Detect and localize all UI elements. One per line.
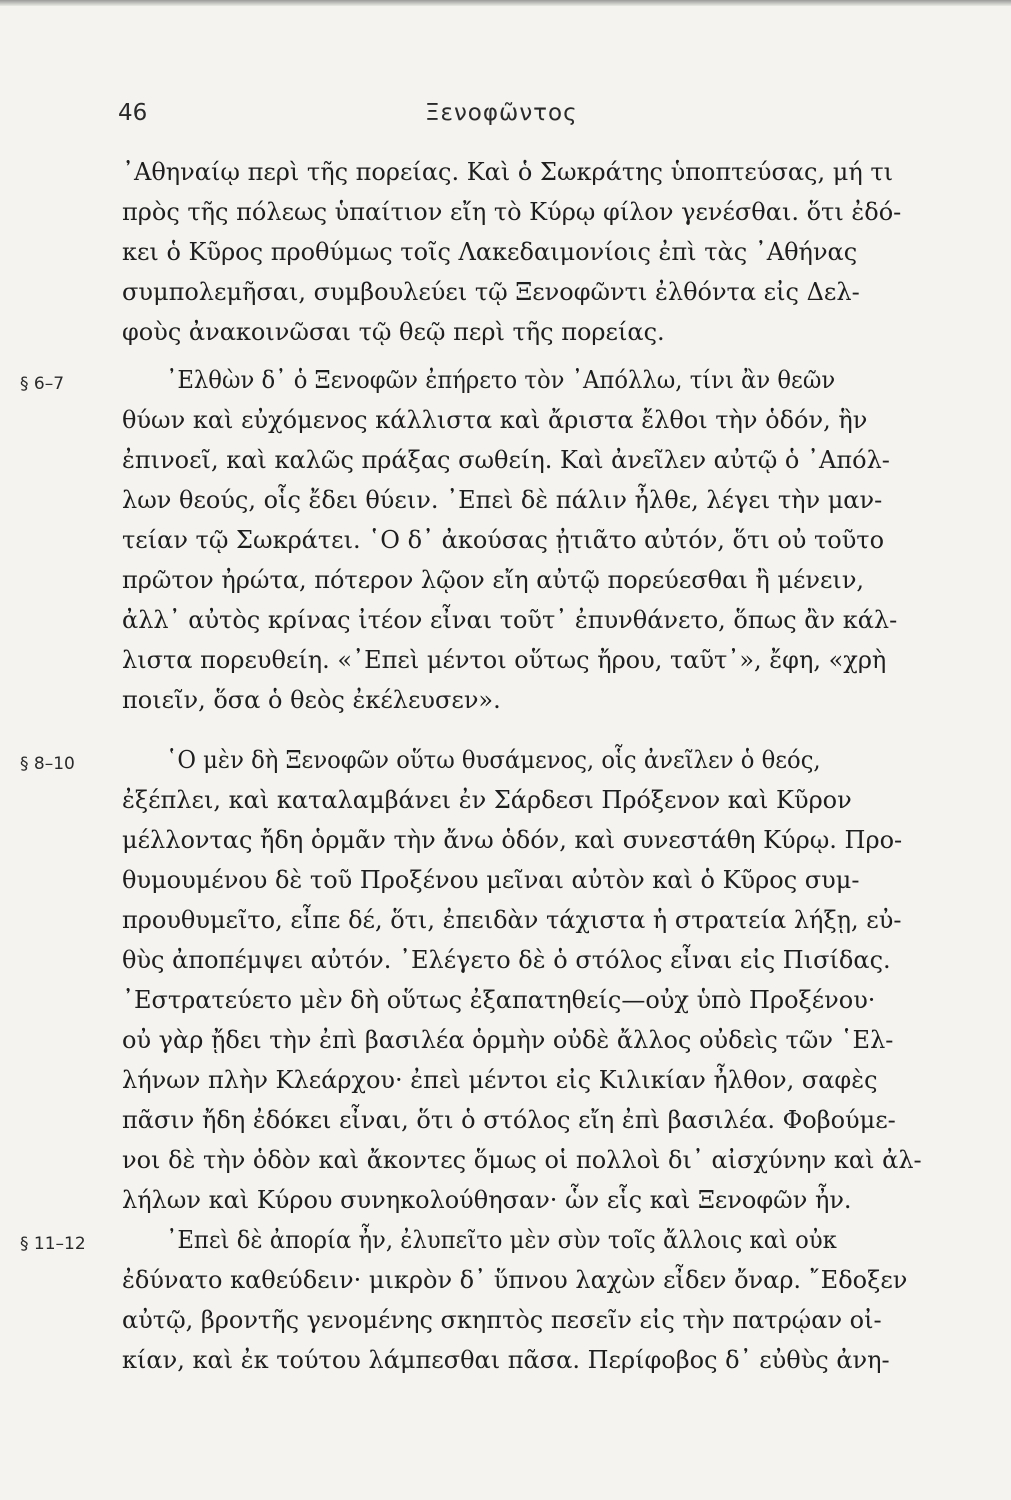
text-line: πρῶτον ἠρώτα, πότερον λῷον εἴη αὐτῷ πορεύεσθαι ἢ μένειν, [122,566,865,594]
text-line: οὐ γὰρ ᾔδει τὴν ἐπὶ βασιλέα ὁρμὴν οὐδὲ ἄλλος οὐδεὶς τῶν ῾Ελ- [122,1026,894,1054]
text-line: ἐξέπλει, καὶ καταλαμβάνει ἐν Σάρδεσι Πρόξενον καὶ Κῦρον [122,786,852,814]
page-number: 46 [118,100,148,126]
text-line: ἐδύνατο καθεύδειν· μικρὸν δ᾿ ὕπνου λαχὼν εἶδεν ὄναρ. ῎Εδοξεν [122,1266,908,1294]
text-line: πᾶσιν ἤδη ἐδόκει εἶναι, ὅτι ὁ στόλος εἴη ἐπὶ βασιλέα. Φοβούμε- [122,1106,896,1134]
text-line: τείαν τῷ Σωκράτει. ῾Ο δ᾿ ἀκούσας ᾐτιᾶτο αὐτόν, ὅτι οὐ τοῦτο [122,526,885,554]
text-line: προυθυμεῖτο, εἶπε δέ, ὅτι, ἐπειδὰν τάχιστα ἡ στρατεία λήξῃ, εὐ- [122,906,902,934]
margin-note: § 6–7 [20,374,65,394]
text-line: αὐτῷ, βροντῆς γενομένης σκηπτὸς πεσεῖν εἰς τὴν πατρῴαν οἰ- [122,1306,882,1334]
text-line: λήλων καὶ Κύρου συνηκολούθησαν· ὧν εἷς καὶ Ξενοφῶν ἦν. [122,1186,852,1214]
margin-note: § 11–12 [20,1234,86,1254]
text-line: κει ὁ Κῦρος προθύμως τοῖς Λακεδαιμονίοις ἐπὶ τὰς ᾿Αθήνας [122,238,858,266]
text-line: πρὸς τῆς πόλεως ὑπαίτιον εἴη τὸ Κύρῳ φίλον γενέσθαι. ὅτι ἐδό- [122,198,902,226]
text-line: ῾Ο μὲν δὴ Ξενοφῶν οὕτω θυσάμενος, οἷς ἀνεῖλεν ὁ θεός, [166,746,821,774]
text-line: ᾿Αθηναίῳ περὶ τῆς πορείας. Καὶ ὁ Σωκράτης ὑποπτεύσας, μή τι [122,158,894,186]
page-header [0,100,1011,140]
text-line: θυμουμένου δὲ τοῦ Προξένου μεῖναι αὐτὸν καὶ ὁ Κῦρος συμ- [122,866,860,894]
running-head: Ξενοφῶντος [425,100,578,126]
page-top-edge [0,0,1011,6]
text-line: λιστα πορευθείη. «᾿Επεὶ μέντοι οὕτως ἤρου, ταῦτ᾿», ἔφη, «χρὴ [122,646,887,674]
text-line: ἀλλ᾿ αὐτὸς κρίνας ἰτέον εἶναι τοῦτ᾿ ἐπυνθάνετο, ὅπως ἂν κάλ- [122,606,898,634]
margin-note: § 8–10 [20,754,75,774]
text-line: ᾿Επεὶ δὲ ἀπορία ἦν, ἐλυπεῖτο μὲν σὺν τοῖς ἄλλοις καὶ οὐκ [166,1226,837,1254]
text-line: λων θεούς, οἷς ἔδει θύειν. ᾿Επεὶ δὲ πάλιν ἦλθε, λέγει τὴν μαν- [122,486,883,514]
text-line: μέλλοντας ἤδη ὁρμᾶν τὴν ἄνω ὁδόν, καὶ συνεστάθη Κύρῳ. Προ- [122,826,903,854]
text-line: ᾿Εστρατεύετο μὲν δὴ οὕτως ἐξαπατηθείς—οὐχ ὑπὸ Προξένου· [122,986,876,1014]
text-line: θὺς ἀποπέμψει αὐτόν. ᾿Ελέγετο δὲ ὁ στόλος εἶναι εἰς Πισίδας. [122,946,891,974]
text-line: λήνων πλὴν Κλεάρχου· ἐπεὶ μέντοι εἰς Κιλικίαν ἦλθον, σαφὲς [122,1066,878,1094]
text-line: ἐπινοεῖ, καὶ καλῶς πράξας σωθείη. Καὶ ἀνεῖλεν αὐτῷ ὁ ᾿Απόλ- [122,446,890,474]
text-line: νοι δὲ τὴν ὁδὸν καὶ ἄκοντες ὅμως οἱ πολλοὶ δι᾿ αἰσχύνην καὶ ἀλ- [122,1146,922,1174]
text-line: θύων καὶ εὐχόμενος κάλλιστα καὶ ἄριστα ἔλθοι τὴν ὁδόν, ἣν [122,406,868,434]
text-line: ποιεῖν, ὅσα ὁ θεὸς ἐκέλευσεν». [122,686,501,714]
text-line: συμπολεμῆσαι, συμβουλεύει τῷ Ξενοφῶντι ἐλθόντα εἰς Δελ- [122,278,860,306]
text-line: ᾿Ελθὼν δ᾿ ὁ Ξενοφῶν ἐπήρετο τὸν ᾿Απόλλω, τίνι ἂν θεῶν [166,366,836,394]
text-line: κίαν, καὶ ἐκ τούτου λάμπεσθαι πᾶσα. Περίφοβος δ᾿ εὐθὺς ἀνη- [122,1346,890,1374]
text-line: φοὺς ἀνακοινῶσαι τῷ θεῷ περὶ τῆς πορείας. [122,318,665,346]
